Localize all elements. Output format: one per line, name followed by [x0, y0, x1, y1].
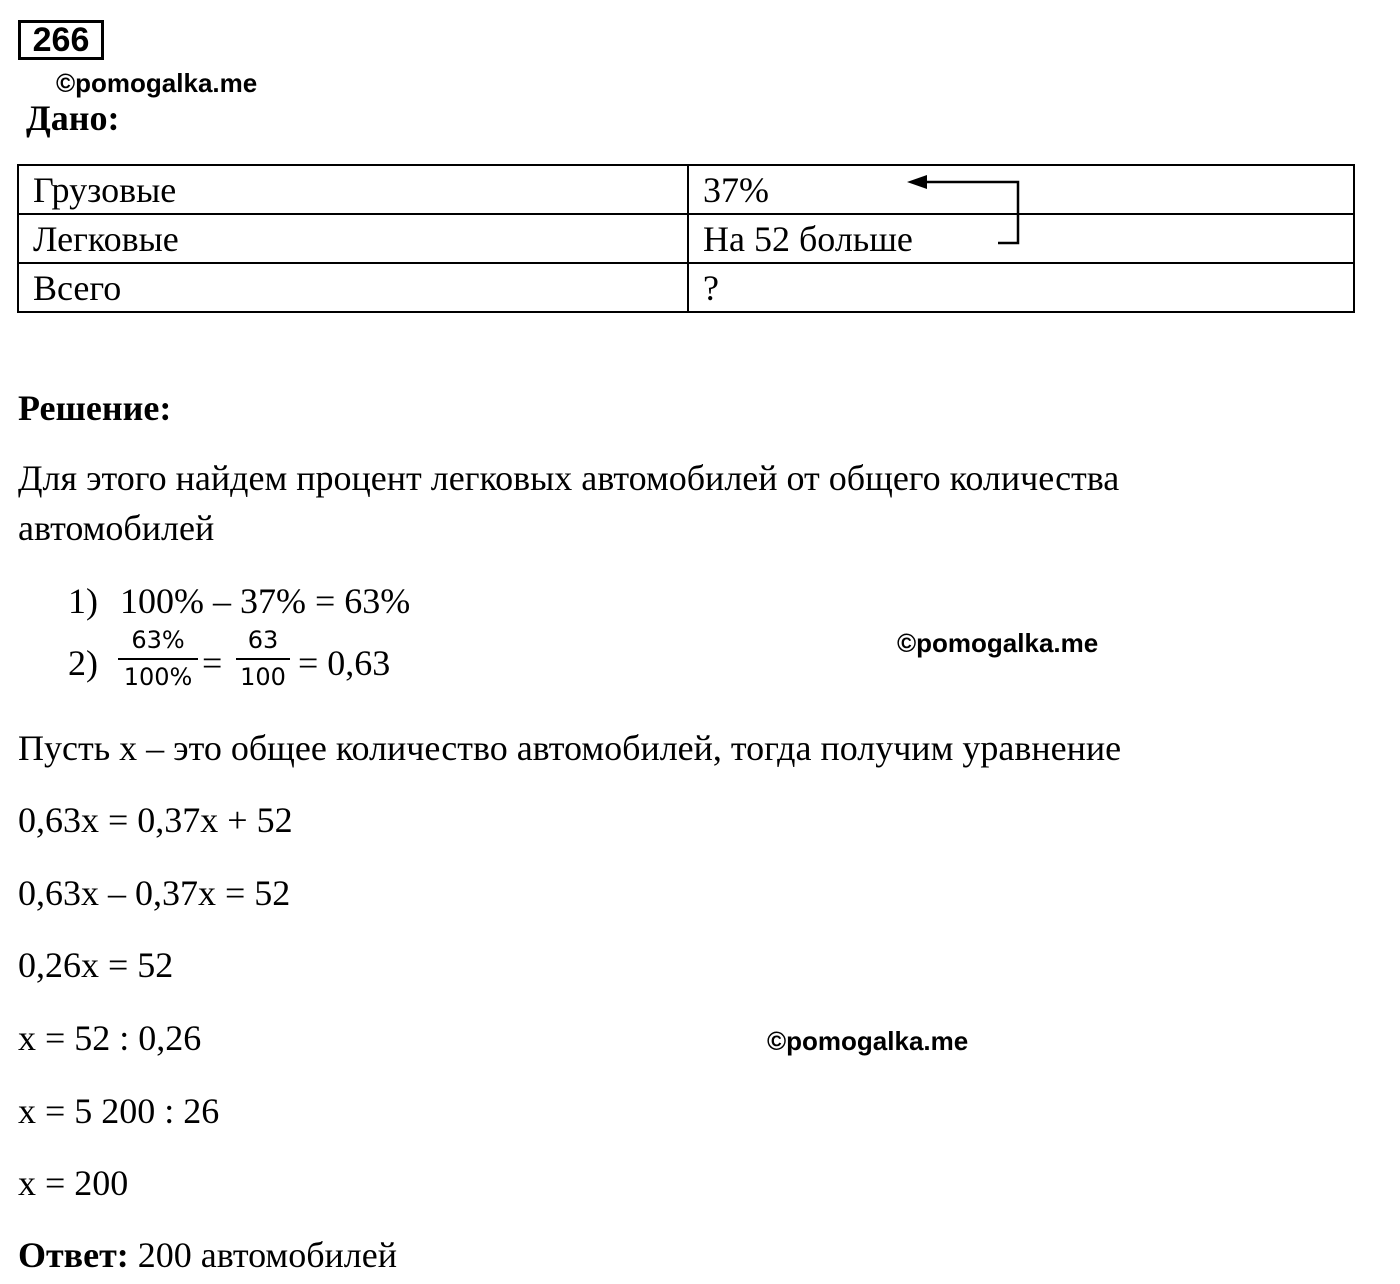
given-value-trucks: 37% [688, 165, 1354, 214]
let-statement: Пусть x – это общее количество автомобилей, тогда получим уравнение [18, 728, 1122, 768]
fraction-denominator: 100 [240, 663, 286, 691]
problem-number: 266 [18, 20, 104, 60]
answer-label: Ответ: [18, 1235, 129, 1275]
watermark-top: ©pomogalka.me [56, 68, 258, 98]
fraction-percent [118, 628, 198, 689]
equation-line: 0,63x – 0,37x = 52 [18, 873, 291, 913]
answer-text: 200 автомобилей [137, 1235, 398, 1275]
step1-marker: 1) [68, 581, 98, 621]
solution-heading: Решение: [18, 388, 172, 428]
fraction-denominator: 100% [123, 663, 193, 691]
solution-intro-line2: автомобилей [18, 508, 215, 548]
equation-line: x = 52 : 0,26 [18, 1018, 202, 1058]
fraction-bar [236, 658, 290, 660]
fraction-bar [118, 658, 198, 660]
solution-intro-line1: Для этого найдем процент легковых автомобилей от общего количества [18, 458, 1120, 498]
fraction-numerator: 63 [247, 626, 279, 654]
fraction-numerator: 63% [131, 626, 185, 654]
relation-arrow-icon [0, 0, 1400, 320]
given-label-total: Всего [18, 263, 688, 312]
equation-line: x = 5 200 : 26 [18, 1091, 220, 1131]
step2-marker: 2) [68, 643, 98, 683]
watermark-middle: ©pomogalka.me [897, 628, 1099, 658]
equation-line: x = 200 [18, 1163, 129, 1203]
given-value-cars: На 52 больше [688, 214, 1354, 263]
step2-equals: = [202, 643, 223, 683]
given-label-trucks: Грузовые [18, 165, 688, 214]
step1-text: 100% – 37% = 63% [120, 581, 411, 621]
given-label-cars: Легковые [18, 214, 688, 263]
equation-line: 0,63x = 0,37x + 52 [18, 800, 293, 840]
answer-line [18, 1237, 397, 1273]
given-value-total: ? [688, 263, 1354, 312]
step2-result: = 0,63 [298, 643, 391, 683]
watermark-bottom: ©pomogalka.me [767, 1026, 969, 1056]
equation-line: 0,26x = 52 [18, 945, 174, 985]
given-heading: Дано: [26, 98, 120, 138]
fraction-decimal [236, 628, 290, 689]
